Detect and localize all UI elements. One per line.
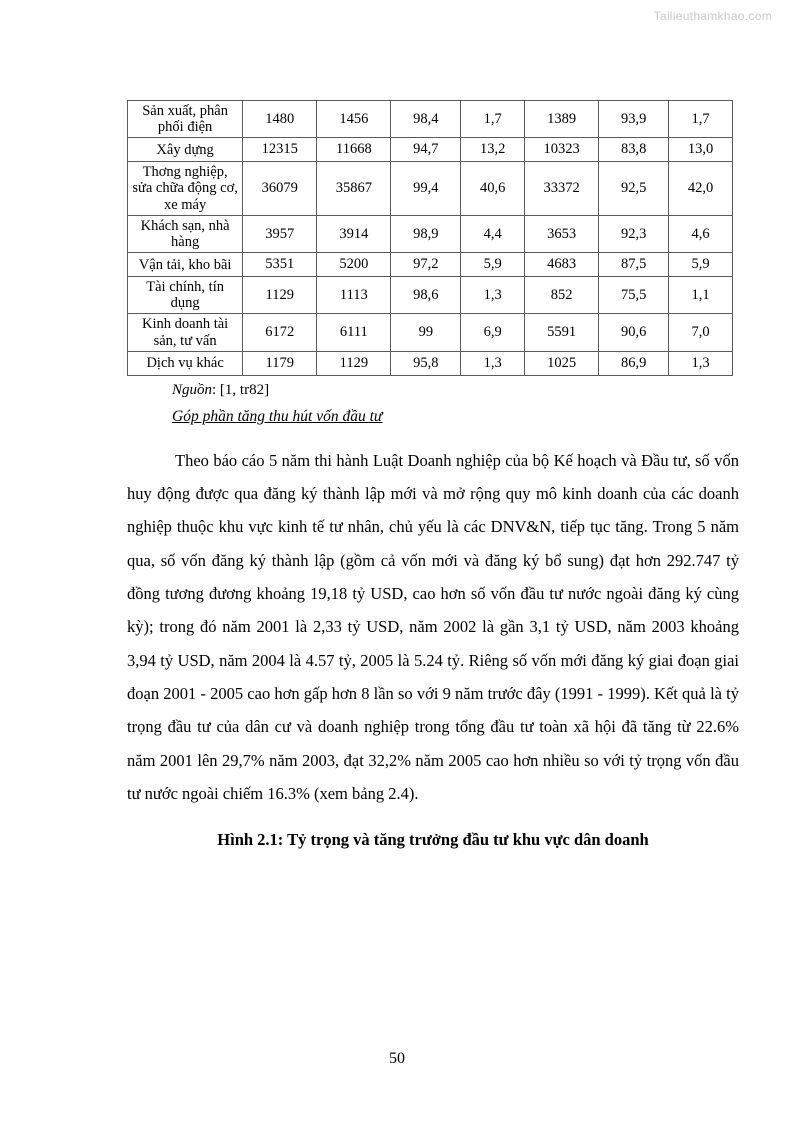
cell-c1: 36079 — [243, 162, 317, 216]
row-label: Dịch vụ khác — [128, 351, 243, 375]
cell-c3: 98,6 — [391, 276, 461, 313]
row-label: Sản xuất, phân phối điện — [128, 101, 243, 138]
cell-c3: 99,4 — [391, 162, 461, 216]
cell-c2: 6111 — [317, 314, 391, 351]
table-source-line — [127, 382, 739, 399]
cell-c5: 852 — [525, 276, 599, 313]
row-label: Thơng nghiệp, sửa chữa động cơ, xe máy — [128, 162, 243, 216]
table-row — [128, 351, 733, 375]
cell-c7: 1,1 — [669, 276, 733, 313]
cell-c5: 5591 — [525, 314, 599, 351]
cell-c1: 6172 — [243, 314, 317, 351]
cell-c2: 11668 — [317, 138, 391, 162]
source-label: Nguồn — [172, 381, 213, 398]
cell-c1: 12315 — [243, 138, 317, 162]
cell-c5: 33372 — [525, 162, 599, 216]
cell-c7: 4,6 — [669, 215, 733, 252]
cell-c7: 13,0 — [669, 138, 733, 162]
cell-c3: 98,9 — [391, 215, 461, 252]
row-label: Xây dựng — [128, 138, 243, 162]
cell-c4: 4,4 — [461, 215, 525, 252]
cell-c6: 83,8 — [599, 138, 669, 162]
watermark-text: Tailieuthamkhao.com — [653, 9, 772, 23]
body-paragraph: Theo báo cáo 5 năm thi hành Luật Doanh nghiệp của bộ Kế hoạch và Đầu tư, số vốn huy động được qua đăng ký thành lập mới và mở rộng quy mô kinh doanh của các doanh nghiệp thuộc khu vực kinh tế tư nhân, chủ yếu là các DNV&N, tiếp tục tăng. Trong 5 năm qua, số vốn đăng ký thành lập (gồm cả vốn mới và đăng ký bổ sung) đạt hơn 292.747 tỷ đồng tương đương khoảng 19,18 tỷ USD, cao hơn số vốn đầu tư nước ngoài đăng ký cùng kỳ); trong đó năm 2001 là 2,33 tỷ USD, năm 2002 là gần 3,1 tỷ USD, năm 2003 khoảng 3,94 tỷ USD, năm 2004 là 4.57 tỷ, 2005 là 5.24 tỷ. Riêng số vốn mới đăng ký giai đoạn giai đoạn 2001 - 2005 cao hơn gấp hơn 8 lần so với 9 năm trước đây (1991 - 1999). Kết quả là tỷ trọng đầu tư của dân cư và doanh nghiệp trong tổng đầu tư toàn xã hội đã tăng từ 22.6% năm 2001 lên 29,7% năm 2003, đạt 32,2% năm 2005 cao hơn nhiều so với tỷ trọng vốn đầu tư nước ngoài chiếm 16.3% (xem bảng 2.4). — [127, 450, 739, 803]
table-row — [128, 276, 733, 313]
cell-c4: 5,9 — [461, 253, 525, 277]
row-label: Khách sạn, nhà hàng — [128, 215, 243, 252]
table-row — [128, 314, 733, 351]
cell-c7: 5,9 — [669, 253, 733, 277]
cell-c3: 99 — [391, 314, 461, 351]
cell-c6: 86,9 — [599, 351, 669, 375]
cell-c2: 1113 — [317, 276, 391, 313]
cell-c5: 1389 — [525, 101, 599, 138]
cell-c4: 1,3 — [461, 351, 525, 375]
cell-c6: 75,5 — [599, 276, 669, 313]
table-body — [128, 101, 733, 376]
cell-c6: 90,6 — [599, 314, 669, 351]
cell-c3: 97,2 — [391, 253, 461, 277]
subheading-text: Góp phần tăng thu hút vốn đầu tư — [172, 407, 383, 425]
cell-c5: 4683 — [525, 253, 599, 277]
table-row — [128, 138, 733, 162]
cell-c2: 35867 — [317, 162, 391, 216]
cell-c4: 1,7 — [461, 101, 525, 138]
row-label: Vận tải, kho bãi — [128, 253, 243, 277]
row-label: Kinh doanh tài sản, tư vấn — [128, 314, 243, 351]
table-row — [128, 162, 733, 216]
cell-c5: 3653 — [525, 215, 599, 252]
cell-c1: 5351 — [243, 253, 317, 277]
cell-c7: 42,0 — [669, 162, 733, 216]
cell-c5: 10323 — [525, 138, 599, 162]
cell-c1: 1129 — [243, 276, 317, 313]
section-subheading — [127, 408, 739, 426]
cell-c7: 1,3 — [669, 351, 733, 375]
cell-c2: 1456 — [317, 101, 391, 138]
cell-c2: 5200 — [317, 253, 391, 277]
cell-c6: 92,5 — [599, 162, 669, 216]
table-row — [128, 253, 733, 277]
cell-c3: 94,7 — [391, 138, 461, 162]
page-content — [127, 100, 739, 850]
cell-c4: 13,2 — [461, 138, 525, 162]
cell-c4: 40,6 — [461, 162, 525, 216]
cell-c6: 87,5 — [599, 253, 669, 277]
cell-c6: 92,3 — [599, 215, 669, 252]
cell-c1: 3957 — [243, 215, 317, 252]
cell-c4: 6,9 — [461, 314, 525, 351]
statistics-table — [127, 100, 733, 376]
cell-c3: 98,4 — [391, 101, 461, 138]
cell-c1: 1480 — [243, 101, 317, 138]
table-row — [128, 101, 733, 138]
cell-c6: 93,9 — [599, 101, 669, 138]
figure-caption: Hình 2.1: Tỷ trọng và tăng trưởng đầu tư khu vực dân doanh — [217, 830, 649, 850]
cell-c2: 1129 — [317, 351, 391, 375]
cell-c5: 1025 — [525, 351, 599, 375]
cell-c2: 3914 — [317, 215, 391, 252]
cell-c7: 1,7 — [669, 101, 733, 138]
source-value: : [1, tr82] — [212, 381, 270, 398]
cell-c3: 95,8 — [391, 351, 461, 375]
page-number: 50 — [389, 1050, 405, 1067]
cell-c7: 7,0 — [669, 314, 733, 351]
cell-c1: 1179 — [243, 351, 317, 375]
row-label: Tài chính, tín dụng — [128, 276, 243, 313]
cell-c4: 1,3 — [461, 276, 525, 313]
table-row — [128, 215, 733, 252]
